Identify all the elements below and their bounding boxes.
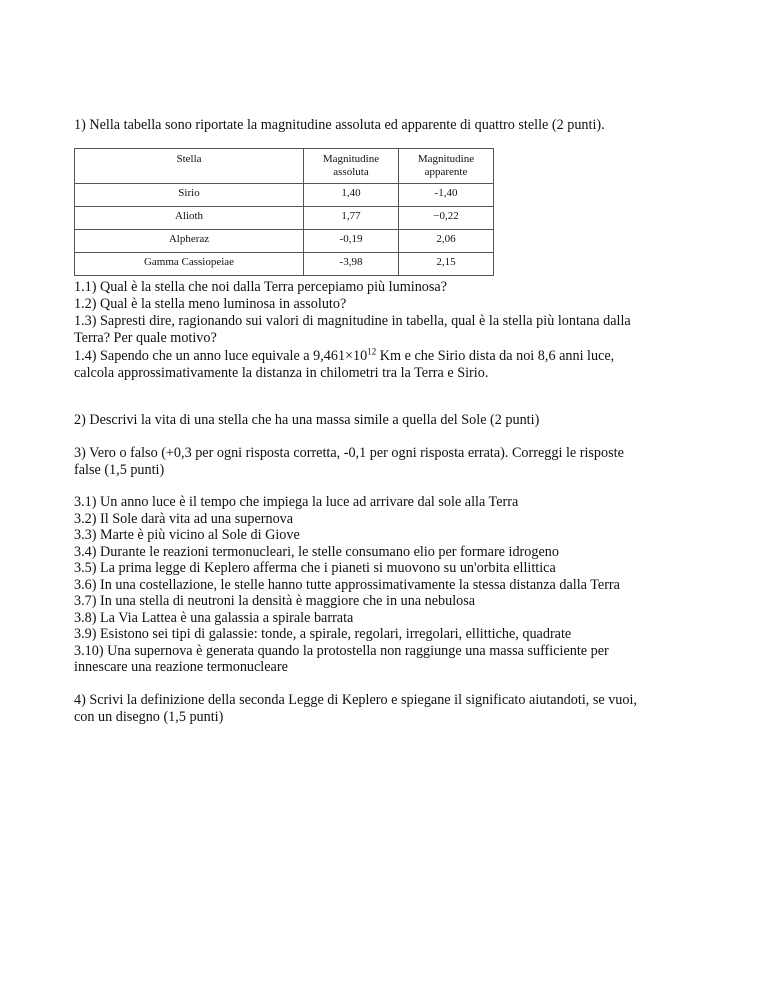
header-stella: Stella (75, 149, 304, 184)
question-3-intro-line-1: 3) Vero o falso (+0,3 per ogni risposta corretta, -0,1 per ogni risposta errata). Correggi le risposte (74, 445, 624, 461)
star-name-cell: Sirio (75, 184, 304, 207)
list-item: 3.5) La prima legge di Keplero afferma che i pianeti si muovono su un'orbita ellittica (74, 560, 556, 576)
absolute-magnitude-cell: 1,77 (304, 207, 399, 230)
question-4-line-2: con un disegno (1,5 punti) (74, 709, 224, 725)
question-1-3-line-1: 1.3) Sapresti dire, ragionando sui valori di magnitudine in tabella, qual è la stella più lontana dalla (74, 313, 631, 329)
table-row (75, 230, 494, 253)
apparent-magnitude-cell: 2,15 (399, 253, 494, 276)
question-1-3-line-2: Terra? Per quale motivo? (74, 330, 217, 346)
apparent-magnitude-cell: -1,40 (399, 184, 494, 207)
list-item: 3.10) Una supernova è generata quando la protostella non raggiunge una massa sufficiente per (74, 643, 609, 659)
question-1-4-line-2: calcola approssimativamente la distanza in chilometri tra la Terra e Sirio. (74, 365, 489, 381)
header-magnitudine-apparente: Magnitudine apparente (399, 149, 494, 184)
star-name-cell: Alioth (75, 207, 304, 230)
question-1-1: 1.1) Qual è la stella che noi dalla Terra percepiamo più luminosa? (74, 279, 447, 295)
list-item: 3.2) Il Sole darà vita ad una supernova (74, 511, 294, 527)
star-name-cell: Gamma Cassiopeiae (75, 253, 304, 276)
list-item: 3.3) Marte è più vicino al Sole di Giove (74, 527, 300, 543)
question-1-intro: 1) Nella tabella sono riportate la magnitudine assoluta ed apparente di quattro stelle (2 punti). (74, 117, 605, 133)
question-4-line-1: 4) Scrivi la definizione della seconda Legge di Keplero e spiegane il significato aiutandoti, se vuoi, (74, 692, 637, 708)
list-item: 3.6) In una costellazione, le stelle hanno tutte approssimativamente la stessa distanza dalla Terra (74, 577, 620, 593)
apparent-magnitude-cell: −0,22 (399, 207, 494, 230)
absolute-magnitude-cell: -0,19 (304, 230, 399, 253)
list-item: 3.4) Durante le reazioni termonucleari, le stelle consumano elio per formare idrogeno (74, 544, 559, 560)
exponent: 12 (367, 346, 377, 357)
question-3-intro-line-2: false (1,5 punti) (74, 462, 165, 478)
table-header-row (75, 149, 494, 184)
list-item: 3.8) La Via Lattea è una galassia a spirale barrata (74, 610, 354, 626)
list-item: 3.1) Un anno luce è il tempo che impiega la luce ad arrivare dal sole alla Terra (74, 494, 519, 510)
question-1-2: 1.2) Qual è la stella meno luminosa in assoluto? (74, 296, 347, 312)
list-item: 3.7) In una stella di neutroni la densità è maggiore che in una nebulosa (74, 593, 476, 609)
star-name-cell: Alpheraz (75, 230, 304, 253)
table-row (75, 207, 494, 230)
absolute-magnitude-cell: 1,40 (304, 184, 399, 207)
table-row (75, 184, 494, 207)
table-row (75, 253, 494, 276)
absolute-magnitude-cell: -3,98 (304, 253, 399, 276)
question-1-4-line-1: 1.4) Sapendo che un anno luce equivale a $9,461\times 10^{12}$ Km e che Sirio dista da noi 8,6 anni luce, (74, 346, 615, 364)
header-magnitudine-assoluta: Magnitudine assoluta (304, 149, 399, 184)
question-2: 2) Descrivi la vita di una stella che ha una massa simile a quella del Sole (2 punti) (74, 412, 540, 428)
apparent-magnitude-cell: 2,06 (399, 230, 494, 253)
magnitude-table (74, 148, 494, 276)
list-item-continuation: innescare una reazione termonucleare (74, 659, 288, 675)
list-item: 3.9) Esistono sei tipi di galassie: tonde, a spirale, regolari, irregolari, ellittiche, quadrate (74, 626, 572, 642)
